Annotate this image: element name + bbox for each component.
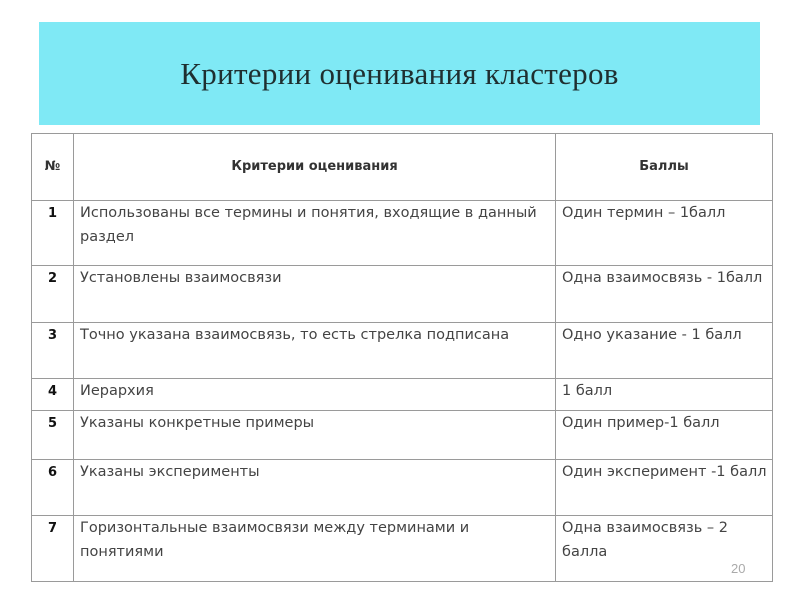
row-points: Один эксперимент -1 балл [556,460,773,516]
row-points: Одна взаимосвязь - 1балл [556,266,773,323]
row-points: Один пример-1 балл [556,411,773,460]
slide-title: Критерии оценивания кластеров [180,55,619,91]
table-row [32,266,773,323]
table-row [32,379,773,411]
row-num: 5 [32,411,74,460]
row-num: 6 [32,460,74,516]
criteria-table [31,133,773,582]
row-criteria: Горизонтальные взаимосвязи между терминами и понятиями [74,516,556,582]
row-num: 1 [32,201,74,266]
header-criteria: Критерии оценивания [74,134,556,201]
row-criteria: Точно указана взаимосвязь, то есть стрелка подписана [74,323,556,379]
row-num: 2 [32,266,74,323]
table-header-row [32,134,773,201]
row-num: 4 [32,379,74,411]
row-num: 3 [32,323,74,379]
header-num: № [32,134,74,201]
row-criteria: Установлены взаимосвязи [74,266,556,323]
table-row [32,516,773,582]
table-row [32,460,773,516]
header-points: Баллы [556,134,773,201]
row-criteria: Использованы все термины и понятия, входящие в данный раздел [74,201,556,266]
table-row [32,201,773,266]
row-points: Одна взаимосвязь – 2 балла [556,516,773,582]
row-criteria: Иерархия [74,379,556,411]
page-number: 20 [731,561,746,576]
row-points: Один термин – 1балл [556,201,773,266]
table-row [32,323,773,379]
row-points: Одно указание - 1 балл [556,323,773,379]
row-num: 7 [32,516,74,582]
row-criteria: Указаны эксперименты [74,460,556,516]
table-row [32,411,773,460]
row-points: 1 балл [556,379,773,411]
row-criteria: Указаны конкретные примеры [74,411,556,460]
title-banner [39,22,760,125]
